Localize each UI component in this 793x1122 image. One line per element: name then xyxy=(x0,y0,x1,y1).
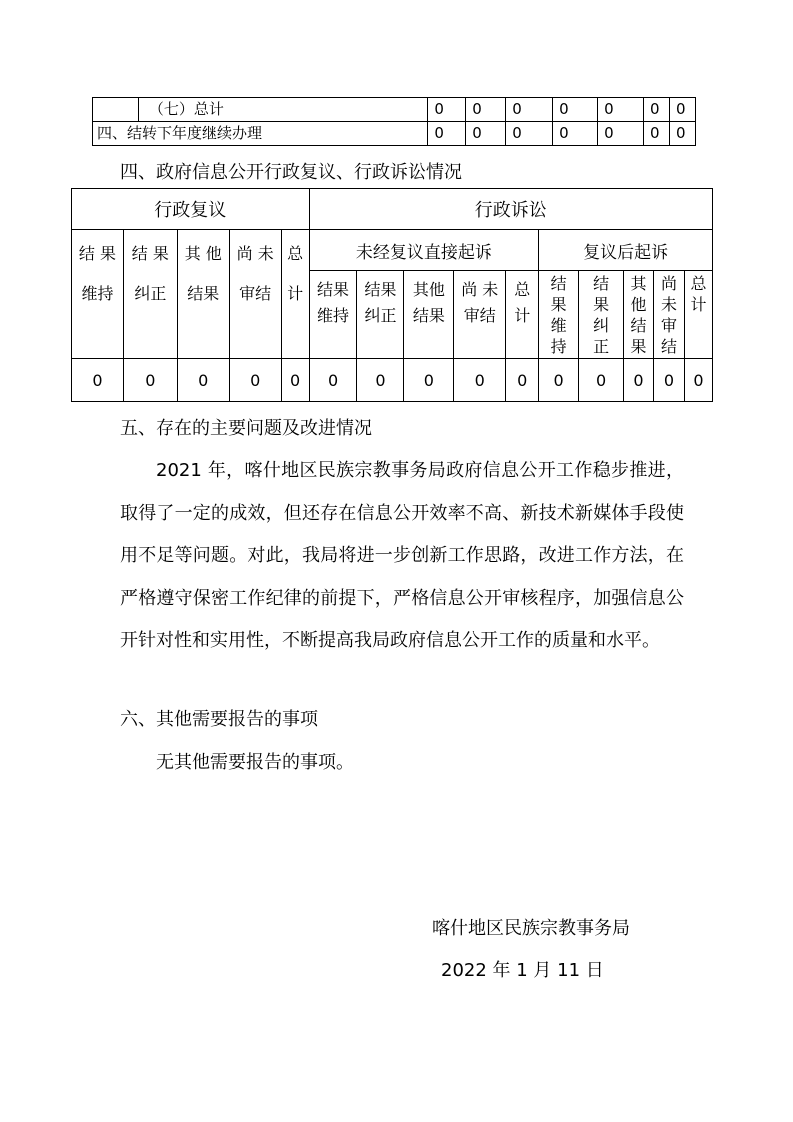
column-header: 尚 未 审结 xyxy=(454,271,506,359)
table-cell: 0 xyxy=(506,359,539,402)
table-cell: 0 xyxy=(539,359,579,402)
table-cell: 0 xyxy=(357,359,404,402)
table-cell: 0 xyxy=(177,359,229,402)
table-cell: 0 xyxy=(506,122,553,146)
table-row xyxy=(72,359,713,402)
review-litigation-table xyxy=(71,188,713,402)
signature-date: 2022 年 1 月 11 日 xyxy=(441,960,604,981)
table-cell: 0 xyxy=(506,98,553,122)
table-cell: 0 xyxy=(598,98,644,122)
row-label: （七）总计 xyxy=(138,98,427,122)
table-cell: 0 xyxy=(428,122,466,146)
table-cell: 0 xyxy=(428,98,466,122)
table-cell: 0 xyxy=(281,359,309,402)
signature-org: 喀什地区民族宗教事务局 xyxy=(432,918,630,939)
table-cell: 0 xyxy=(684,359,712,402)
table-cell: 0 xyxy=(553,122,598,146)
section-heading: 六、其他需要报告的事项 xyxy=(120,709,318,730)
column-header: 结 果 维 持 xyxy=(539,271,579,359)
table-cell: 0 xyxy=(454,359,506,402)
table-cell: 0 xyxy=(466,98,506,122)
section-heading: 四、政府信息公开行政复议、行政诉讼情况 xyxy=(120,162,462,183)
carry-over-table xyxy=(92,97,696,146)
section-heading: 五、存在的主要问题及改进情况 xyxy=(120,418,372,439)
body-text: 无其他需要报告的事项。 xyxy=(156,752,354,773)
table-cell: 0 xyxy=(72,359,124,402)
column-header: 尚 未 审 结 xyxy=(653,271,684,359)
table-cell: 0 xyxy=(466,122,506,146)
body-paragraph: 2021 年，喀什地区民族宗教事务局政府信息公开工作稳步推进，取得了一定的成效，但还存在信息公开效率不高、新技术新媒体手段使用不足等问题。对此，我局将进一步创新工作思路，改进工作方法，在严格遵守保密工作纪律的前提下，严格信息公开审核程序，加强信息公开针对性和实用性，不断提高我局政府信息公开工作的质量和水平。 xyxy=(120,460,684,651)
table-cell: 0 xyxy=(669,122,695,146)
table-cell: 0 xyxy=(404,359,454,402)
table-cell xyxy=(93,98,139,122)
review-header: 行政复议 xyxy=(72,189,310,230)
column-header: 总 计 xyxy=(506,271,539,359)
column-header: 其他 结果 xyxy=(404,271,454,359)
table-cell: 0 xyxy=(653,359,684,402)
column-header: 总 计 xyxy=(684,271,712,359)
table-cell: 0 xyxy=(598,122,644,146)
table-cell: 0 xyxy=(643,98,669,122)
table-cell: 0 xyxy=(669,98,695,122)
table-cell: 0 xyxy=(553,98,598,122)
table-row xyxy=(93,98,696,122)
row-label: 四、结转下年度继续办理 xyxy=(93,122,428,146)
after-review-header: 复议后起诉 xyxy=(539,230,713,271)
column-header: 结 果 纠 正 xyxy=(579,271,624,359)
table-cell: 0 xyxy=(229,359,281,402)
table-cell: 0 xyxy=(643,122,669,146)
table-row xyxy=(93,122,696,146)
table-cell: 0 xyxy=(309,359,357,402)
direct-litigation-header: 未经复议直接起诉 xyxy=(309,230,539,271)
column-header: 其 他 结 果 xyxy=(624,271,654,359)
table-cell: 0 xyxy=(579,359,624,402)
column-header: 其 他 结果 xyxy=(177,230,229,359)
table-cell: 0 xyxy=(624,359,654,402)
column-header: 结 果 维持 xyxy=(72,230,124,359)
table-cell: 0 xyxy=(123,359,177,402)
column-header: 结果 维持 xyxy=(309,271,357,359)
column-header: 结 果 纠正 xyxy=(123,230,177,359)
column-header: 尚 未 审结 xyxy=(229,230,281,359)
column-header: 结果 纠正 xyxy=(357,271,404,359)
column-header: 总 计 xyxy=(281,230,309,359)
litigation-header: 行政诉讼 xyxy=(309,189,712,230)
